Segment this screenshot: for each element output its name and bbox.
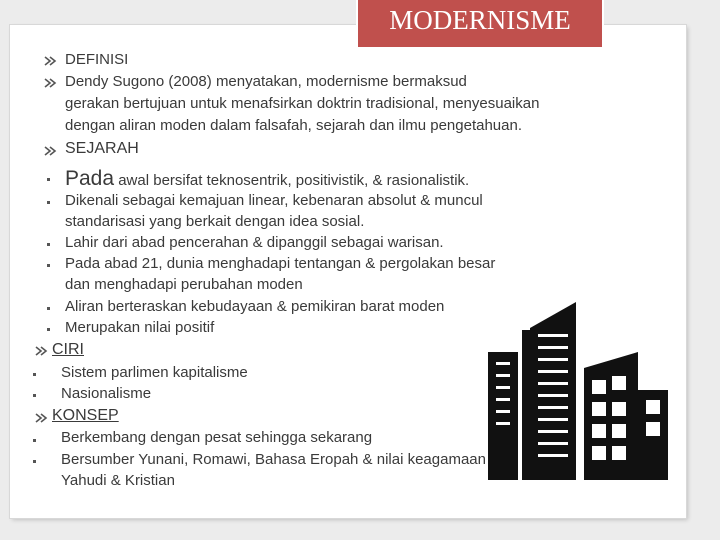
sejarah-item: Pada abad 21, dunia menghadapi tentangan & pergolakan besar [65, 255, 496, 272]
sejarah-item: dan menghadapi perubahan moden [65, 276, 303, 293]
chevron-bullet-icon [44, 55, 58, 67]
definisi-heading: DEFINISI [65, 51, 129, 68]
dot-bullet-icon [33, 394, 36, 397]
dot-bullet-icon [33, 373, 36, 376]
dot-bullet-icon [47, 328, 50, 331]
dot-bullet-icon [33, 460, 36, 463]
konsep-item: Yahudi & Kristian [61, 472, 175, 489]
dot-bullet-icon [47, 264, 50, 267]
konsep-item: Berkembang dengan pesat sehingga sekarang [61, 429, 373, 446]
sejarah-item: standarisasi yang berkait dengan idea sosial. [65, 213, 365, 230]
sejarah-first-rest: awal bersifat teknosentrik, positivistik, & rasionalistik. [118, 172, 470, 189]
dot-bullet-icon [47, 201, 50, 204]
chevron-bullet-icon [35, 412, 49, 424]
sejarah-item: Dikenali sebagai kemajuan linear, kebenaran absolut & muncul [65, 192, 483, 209]
konsep-item: Bersumber Yunani, Romawi, Bahasa Eropah & nilai keagamaan [61, 451, 486, 468]
sejarah-item: Lahir dari abad pencerahan & dipanggil sebagai warisan. [65, 234, 444, 251]
building-icon [488, 290, 668, 480]
chevron-bullet-icon [44, 145, 58, 157]
definisi-text-line: gerakan bertujuan untuk menafsirkan doktrin tradisional, menyesuaikan [65, 95, 540, 112]
slide-title: MODERNISME [389, 5, 571, 35]
dot-bullet-icon [47, 178, 50, 181]
sejarah-item: Merupakan nilai positif [65, 319, 215, 336]
sejarah-first-line [65, 167, 469, 193]
dot-bullet-icon [47, 307, 50, 310]
chevron-bullet-icon [44, 77, 58, 89]
sejarah-first-word: Pada [65, 167, 115, 190]
ciri-item: Sistem parlimen kapitalisme [61, 364, 248, 381]
konsep-heading: KONSEP [52, 407, 119, 424]
title-banner [358, 0, 602, 47]
dot-bullet-icon [47, 243, 50, 246]
ciri-heading: CIRI [52, 341, 84, 358]
chevron-bullet-icon [35, 345, 49, 357]
dot-bullet-icon [33, 439, 36, 442]
definisi-text-line: dengan aliran moden dalam falsafah, sejarah dan ilmu pengetahuan. [65, 117, 522, 134]
definisi-text-line: Dendy Sugono (2008) menyatakan, modernisme bermaksud [65, 73, 467, 90]
sejarah-heading: SEJARAH [65, 140, 139, 157]
ciri-item: Nasionalisme [61, 385, 152, 402]
sejarah-item: Aliran berteraskan kebudayaan & pemikiran barat moden [65, 298, 445, 315]
